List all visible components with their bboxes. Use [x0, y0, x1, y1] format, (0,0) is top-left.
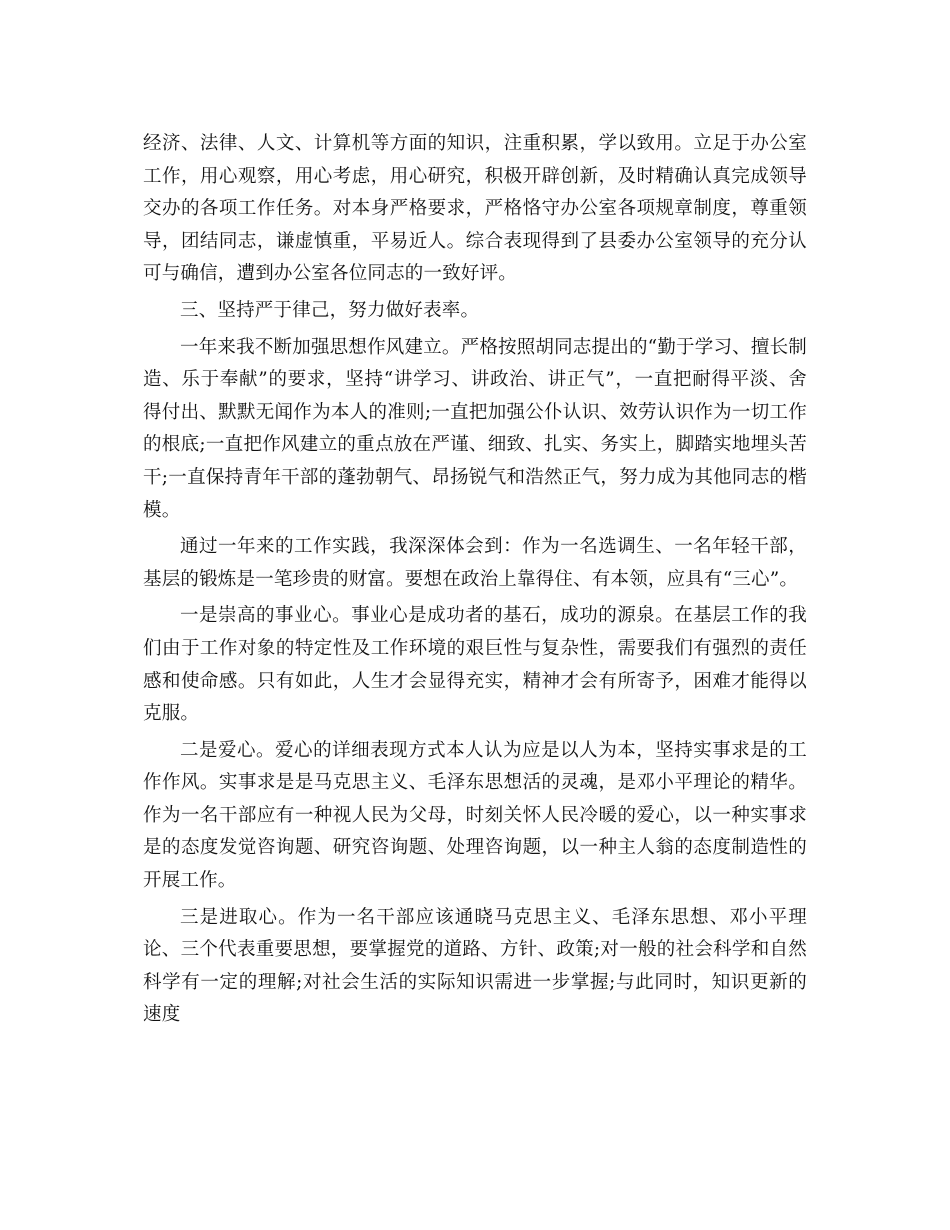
paragraph: 通过一年来的工作实践，我深深体会到：作为一名选调生、一名年轻干部，基层的锻炼是一笔珍贵的财富。要想在政治上靠得住、有本领，应具有“三心”。	[143, 536, 807, 590]
paragraph: 一年来我不断加强思想作风建立。严格按照胡同志提出的“勤于学习、擅长制造、乐于奉献”的要求，坚持“讲学习、讲政治、讲正气”，一直把耐得平淡、舍得付出、默默无闻作为本人的准则;一直把加强公仆认识、效劳认识作为一切工作的根底;一直把作风建立的重点放在严谨、细致、扎实、务实上，脚踏实地埋头苦干;一直保持青年干部的蓬勃朝气、昂扬锐气和浩然正气，努力成为其他同志的楷模。	[143, 336, 807, 521]
paragraph: 二是爱心。爱心的详细表现方式本人认为应是以人为本，坚持实事求是的工作作风。实事求是是马克思主义、毛泽东思想活的灵魂，是邓小平理论的精华。作为一名干部应有一种视人民为父母，时刻关怀人民冷暖的爱心，以一种实事求是的态度发觉咨询题、研究咨询题、处理咨询题，以一种主人翁的态度制造性的开展工作。	[143, 739, 807, 892]
document-body	[143, 128, 807, 1036]
paragraph: 经济、法律、人文、计算机等方面的知识，注重积累，学以致用。立足于办公室工作，用心观察，用心考虑，用心研究，积极开辟创新，及时精确认真完成领导交办的各项工作任务。对本身严格要求，严格恪守办公室各项规章制度，尊重领导，团结同志，谦虚慎重，平易近人。综合表现得到了县委办公室领导的充分认可与确信，遭到办公室各位同志的一致好评。	[143, 133, 807, 285]
paragraph: 三是进取心。作为一名干部应该通晓马克思主义、毛泽东思想、邓小平理论、三个代表重要思想，要掌握党的道路、方针、政策;对一般的社会科学和自然科学有一定的理解;对社会生活的实际知识需进一步掌握;与此同时，知识更新的速度	[143, 906, 807, 1026]
section-heading: 三、坚持严于律己，努力做好表率。	[180, 299, 480, 321]
paragraph: 一是崇高的事业心。事业心是成功者的基石，成功的源泉。在基层工作的我们由于工作对象的特定性及工作环境的艰巨性与复杂性，需要我们有强烈的责任感和使命感。只有如此，人生才会显得充实，精神才会有所寄予，困难才能得以克服。	[143, 605, 807, 725]
